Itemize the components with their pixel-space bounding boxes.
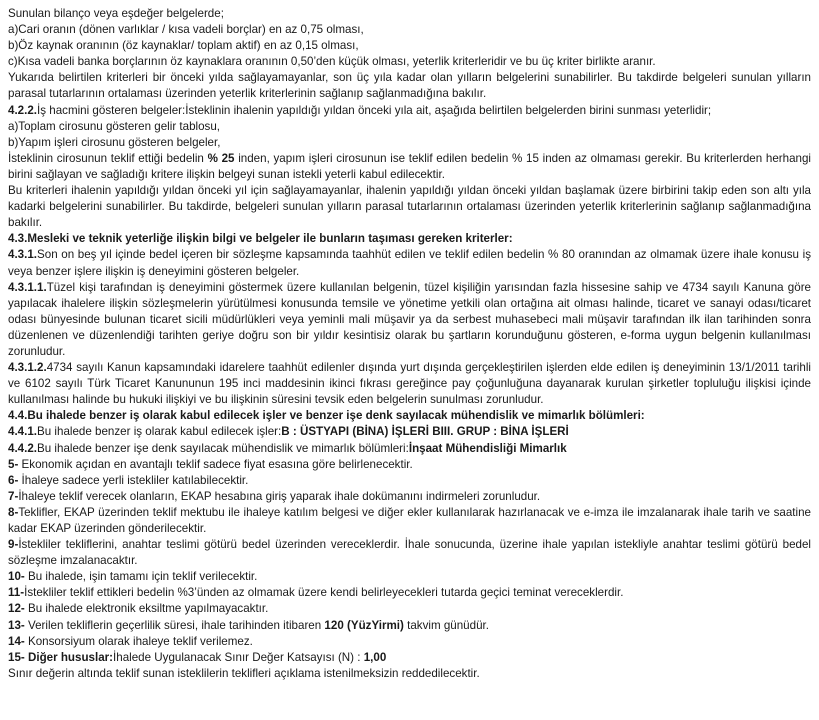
paragraph xyxy=(8,22,811,38)
paragraph xyxy=(8,360,811,408)
paragraph xyxy=(8,473,811,489)
text-run: İsteklinin cirosunun teklif ettiği bedelin xyxy=(8,151,208,165)
document-body xyxy=(8,6,811,682)
paragraph xyxy=(8,424,811,440)
text-run: b)Yapım işleri cirosunu gösteren belgeler, xyxy=(8,135,221,149)
paragraph xyxy=(8,135,811,151)
text-run: İstekliler tekliflerini, anahtar teslimi götürü bedel üzerinden vereceklerdir. İhale sonucunda, üzerine ihale yapılan istekliyle anahtar teslimi götürü bedel sözleşme imzalanacaktır. xyxy=(8,538,811,568)
paragraph xyxy=(8,618,811,634)
text-run: Sunulan bilanço veya eşdeğer belgelerde; xyxy=(8,7,224,20)
paragraph xyxy=(8,457,811,473)
text-run: İhaleye sadece yerli istekliler katılabilecektir. xyxy=(18,473,249,487)
text-run: İhalede Uygulanacak Sınır Değer Katsayısı (N) : xyxy=(113,650,364,664)
text-run-bold: 4.4.Bu ihalede benzer iş olarak kabul edilecek işler ve benzer işe denk sayılacak mühendislik ve mimarlık bölümleri: xyxy=(8,409,645,423)
paragraph xyxy=(8,585,811,601)
paragraph xyxy=(8,569,811,585)
paragraph xyxy=(8,650,811,666)
text-run: Sınır değerin altında teklif sunan isteklilerin teklifleri açıklama istenilmeksizin reddedilecektir. xyxy=(8,666,480,680)
paragraph xyxy=(8,441,811,457)
paragraph xyxy=(8,103,811,119)
text-run-bold: 4.2.2. xyxy=(8,103,38,117)
paragraph xyxy=(8,489,811,505)
text-run-bold: 11- xyxy=(8,586,25,600)
text-run: İş hacmini gösteren belgeler:İsteklinin ihalenin yapıldığı yıldan önceki yıla ait, aşağıda belirtilen belgelerden birini sunması yeterlidir; xyxy=(37,103,712,117)
text-run: Bu ihalede benzer işe denk sayılacak mühendislik ve mimarlık bölümleri: xyxy=(37,441,409,455)
text-run-bold: 14- xyxy=(8,634,25,648)
text-run-bold: 1,00 xyxy=(363,650,387,664)
text-run: İstekliler teklif ettikleri bedelin %3’ünden az olmamak üzere kendi belirleyecekleri tutarda geçici teminat vereceklerdir. xyxy=(24,586,624,600)
text-run: 4734 sayılı Kanun kapsamındaki idarelere taahhüt edilenler dışında yurt dışında gerçekleştirilen işlerden elde edilen iş deneyiminin 13/1/2011 tarihli ve 6102 sayılı Türk Ticaret Kanununun 195 inci maddesinin ikinci fıkrası gereğince pay çoğunluğuna dayanarak kurulan şirketler topluluğu ilişkisi içinde kullanılması halinde bu hukuki ilişkiyi ve bu ilişkinin süresini tevsik eden belgelerin sunulması zorunludur. xyxy=(8,361,811,407)
paragraph xyxy=(8,601,811,617)
paragraph xyxy=(8,537,811,569)
text-run: Tüzel kişi tarafından iş deneyimini göstermek üzere kullanılan belgenin, tüzel kişiliğin yarısından fazla hissesine sahip ve 4734 sayılı Kanuna göre yapılacak ihalelere ilişkin sözleşmelerin yürütülmesi konusunda temsile ve yönetime yetkili olan ortağına ait olması halinde, ticaret ve sanayi odası/ticaret odası bünyesinde bulunan ticaret sicili müdürlükleri veya yeminli mali müşavir ya da serbest muhasebeci mali müşavir tarafından ilk ilan tarihinden sonra düzenlenen ve düzenlendiği tarihten geriye doğru son bir yıldır kesintisiz olarak bu şartların korunduğunu gösteren, e-forma uygun belgenin kullanılması zorunludur. xyxy=(8,280,811,358)
text-run: Bu ihalede benzer iş olarak kabul edilecek işler: xyxy=(37,425,282,439)
paragraph xyxy=(8,408,811,424)
text-run: Konsorsiyum olarak ihaleye teklif verilemez. xyxy=(24,634,253,648)
text-run-bold: B : ÜSTYAPI (BİNA) İŞLERİ BIII. GRUP : BİNA İŞLERİ xyxy=(281,425,569,439)
text-run-bold: 9- xyxy=(8,538,19,552)
paragraph xyxy=(8,183,811,231)
text-run-bold: 10- xyxy=(8,570,25,584)
text-run-bold: 4.3.1. xyxy=(8,248,38,262)
text-run: Yukarıda belirtilen kriterleri bir önceki yılda sağlayamayanlar, son üç yıla kadar olan yılların belgelerini sunabilirler. Bu takdirde belgeleri sunulan yılların parasal tutarlarının ortalaması üzerinden yeterlik kriterlerinin sağlanıp sağlanmadığına bakılır. xyxy=(8,71,811,101)
text-run: Bu kriterleri ihalenin yapıldığı yıldan önceki yıl için sağlayamayanlar, ihalenin yapıldığı yıldan önceki yıldan başlamak üzere birbirini takip eden son altı yıla kadarki belgelerini sunabilirler. Bu takdirde, belgeleri sunulan yılların parasal tutarlarının ortalaması üzerinden yeterlik kriterlerinin sağlanıp sağlanmadığına bakılır. xyxy=(8,184,811,230)
text-run-bold: % 25 xyxy=(207,151,235,165)
text-run-bold: İnşaat Mühendisliği Mimarlık xyxy=(408,441,567,455)
text-run: b)Öz kaynak oranının (öz kaynaklar/ toplam aktif) en az 0,15 olması, xyxy=(8,39,359,53)
paragraph xyxy=(8,38,811,54)
text-run-bold: 6- xyxy=(8,473,19,487)
paragraph xyxy=(8,280,811,360)
text-run-bold: 5- xyxy=(8,457,19,471)
paragraph xyxy=(8,151,811,183)
text-run: Bu ihalede, işin tamamı için teklif verilecektir. xyxy=(24,570,258,584)
paragraph xyxy=(8,119,811,135)
text-run-bold: 15- Diğer hususlar: xyxy=(8,650,114,664)
paragraph xyxy=(8,70,811,102)
text-run-bold: 120 (YüzYirmi) xyxy=(324,618,404,632)
paragraph xyxy=(8,54,811,70)
text-run: a)Cari oranın (dönen varlıklar / kısa vadeli borçlar) en az 0,75 olması, xyxy=(8,23,364,37)
text-run: Bu ihalede elektronik eksiltme yapılmayacaktır. xyxy=(24,602,269,616)
text-run-bold: 8- xyxy=(8,505,19,519)
text-run: a)Toplam cirosunu gösteren gelir tablosu, xyxy=(8,119,221,133)
paragraph xyxy=(8,634,811,650)
text-run-bold: 4.3.Mesleki ve teknik yeterliğe ilişkin bilgi ve belgeler ile bunların taşıması gereken kriterler: xyxy=(8,232,513,246)
text-run-bold: 4.4.1. xyxy=(8,425,38,439)
text-run: c)Kısa vadeli banka borçlarının öz kaynaklara oranının 0,50’den küçük olması, yeterlik kriterleridir ve bu üç kriter birlikte aranır. xyxy=(8,55,656,69)
text-run-bold: 13- xyxy=(8,618,25,632)
paragraph xyxy=(8,666,811,682)
text-run: Son on beş yıl içinde bedel içeren bir sözleşme kapsamında taahhüt edilen ve teklif edilen bedelin % 80 oranından az olmamak üzere ihale konusu iş veya benzer işlere ilişkin iş deneyimini gösteren belgeler. xyxy=(8,248,811,278)
text-run: inden, yapım işleri cirosunun ise teklif edilen bedelin % 15 inden az olmaması gerekir. Bu kriterlerden herhangi birini sağlayan ve sağladığı kritere ilişkin belgeyi sunan istekli yeterli kabul edilecektir. xyxy=(8,151,811,181)
text-run: Verilen tekliflerin geçerlilik süresi, ihale tarihinden itibaren xyxy=(24,618,325,632)
paragraph xyxy=(8,505,811,537)
text-run: Ekonomik açıdan en avantajlı teklif sadece fiyat esasına göre belirlenecektir. xyxy=(18,457,413,471)
paragraph xyxy=(8,231,811,247)
text-run-bold: 12- xyxy=(8,602,25,616)
text-run: takvim günüdür. xyxy=(403,618,489,632)
paragraph xyxy=(8,6,811,22)
text-run: İhaleye teklif verecek olanların, EKAP hesabına giriş yaparak ihale dokümanını indirmeleri zorunludur. xyxy=(18,489,541,503)
paragraph xyxy=(8,247,811,279)
text-run-bold: 4.3.1.2. xyxy=(8,361,47,375)
text-run: Teklifler, EKAP üzerinden teklif mektubu ile ihaleye katılım belgesi ve diğer ekler kullanılarak hazırlanacak ve e-imza ile imzalanarak ihale tarih ve saatine kadar EKAP üzerinden gönderilecektir. xyxy=(8,505,811,535)
text-run-bold: 4.3.1.1. xyxy=(8,280,47,294)
text-run-bold: 7- xyxy=(8,489,19,503)
text-run-bold: 4.4.2. xyxy=(8,441,38,455)
